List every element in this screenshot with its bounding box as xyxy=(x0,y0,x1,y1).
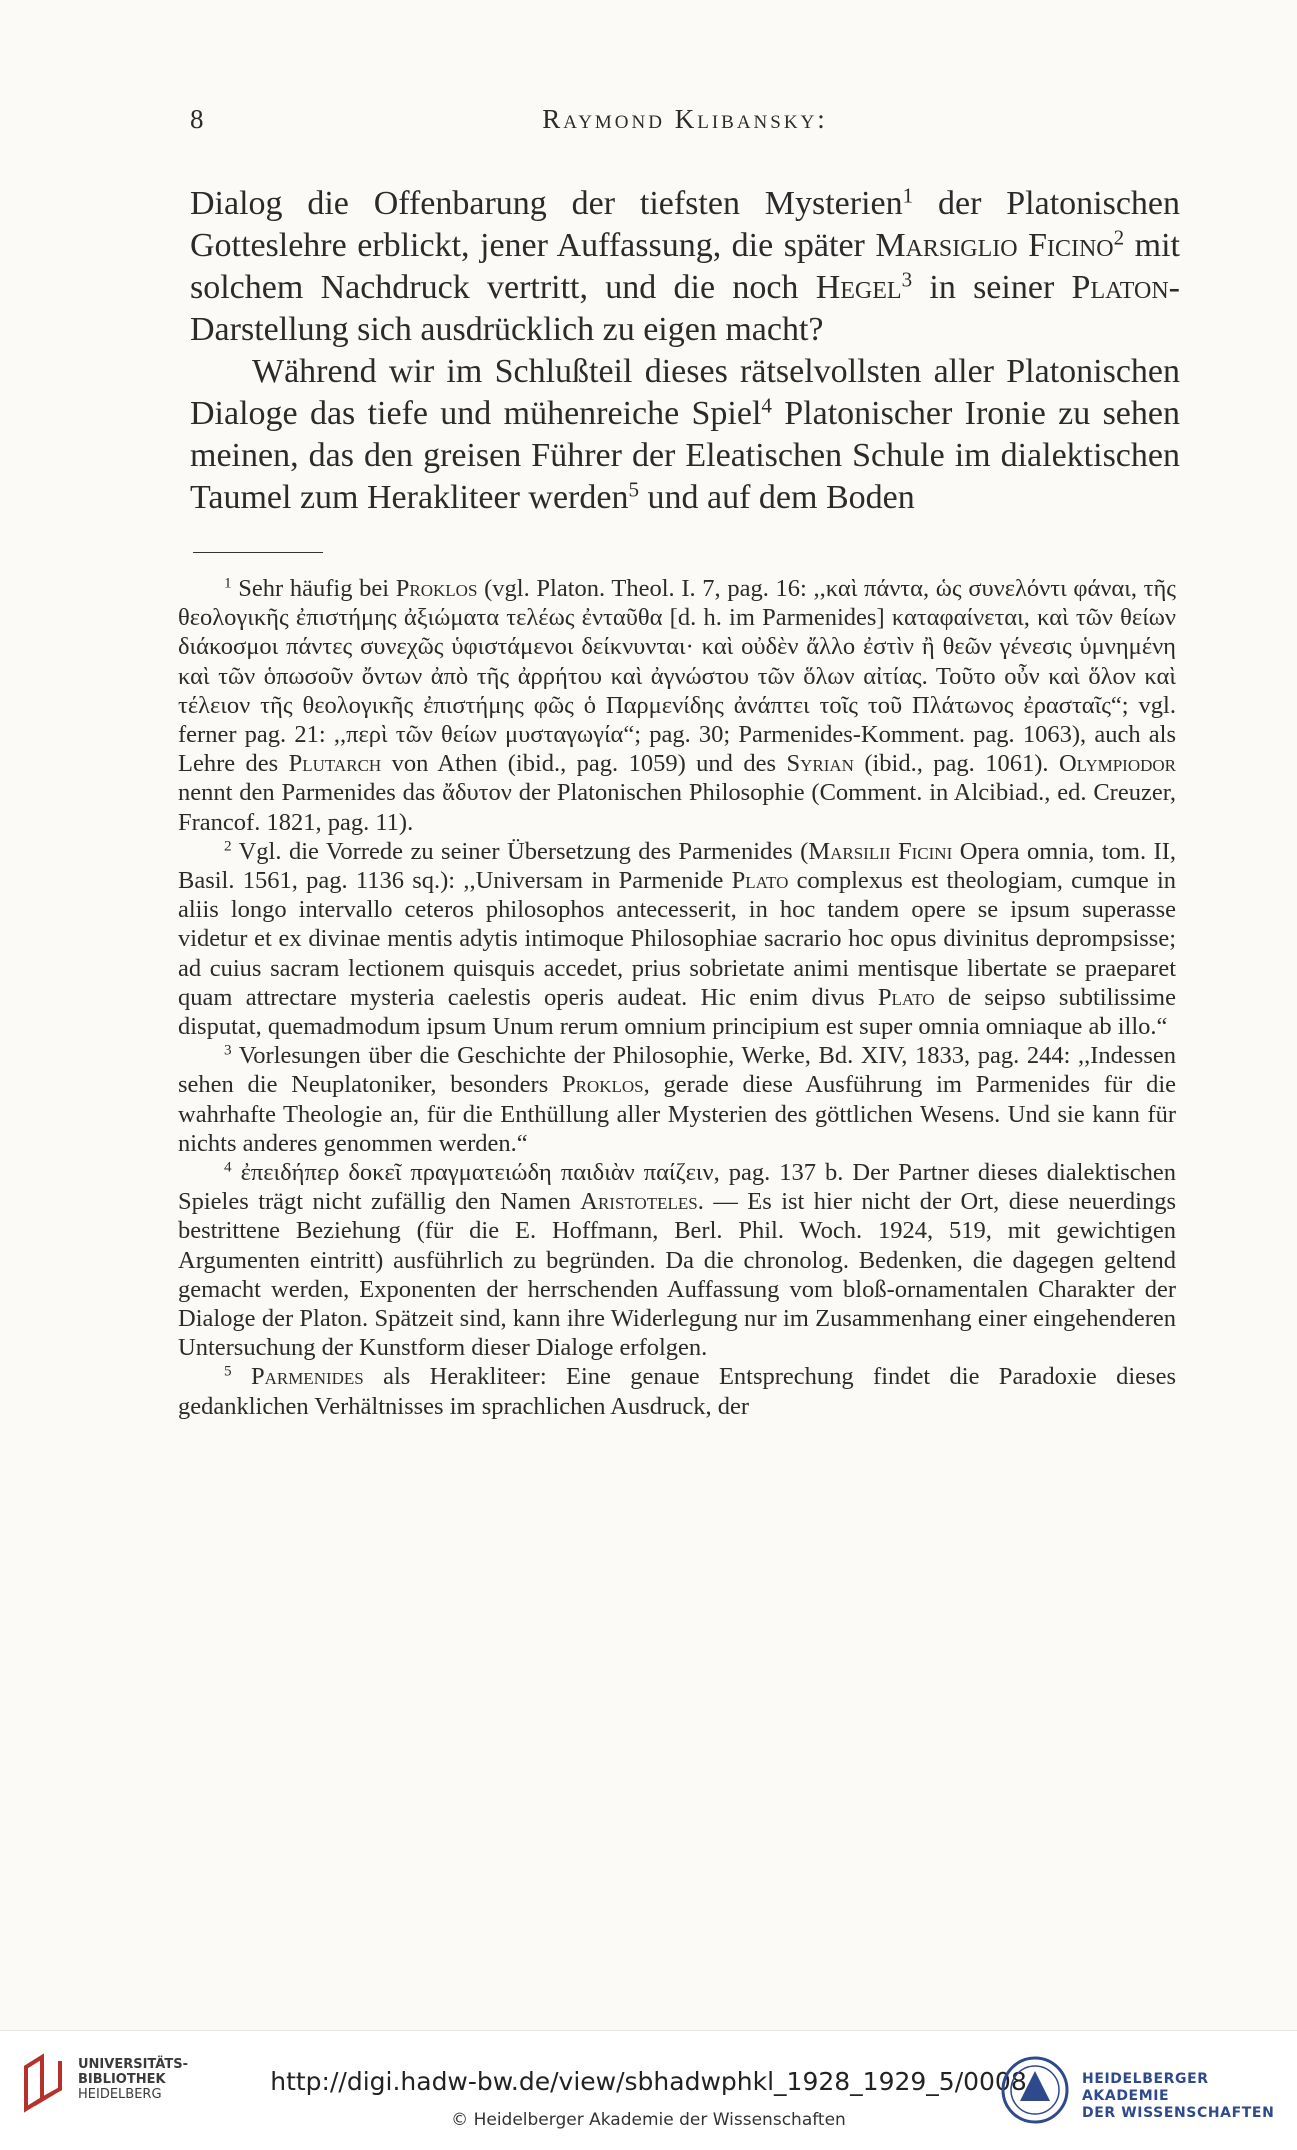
footnote-ref-4: 4 xyxy=(761,393,772,418)
footnote-ref-3: 3 xyxy=(901,267,913,292)
running-head: Raymond Klibansky: xyxy=(542,104,828,134)
body-paragraph-1: Dialog die Offenbarung der tiefsten Mysterien$^1$ der Platonischen Gotteslehre erblickt, jener Auffassung, die später Marsiglio Ficino$^2$ mit solchem Nachdruck vertritt, und die noch Hegel$^3$ in seiner Platon-Darstellung sich ausdrücklich zu eigen macht? xyxy=(190,183,1181,348)
viewer-footer xyxy=(0,2030,1297,2150)
footnote-4: $^4$ ἐπειδήπερ δοκεῖ πραγματειώδη παιδιὰν παίζειν, pag. 137 b. Der Partner dieses dialektischen Spieles trägt nicht zufällig den Namen Aristoteles. — Es ist hier nicht der Ort, diese neuerdings bestrittene Beziehung (für die E. Hoffmann, Berl. Phil. Woch. 1924, 519, mit gewichtigen Argumenten eintritt) ausführlich zu begründen. Da die chronolog. Bedenken, die dagegen geltend gemacht werden, Exponenten der herrschenden Auffassung vom bloß-ornamentalen Charakter der Dialoge der Platon. Spätzeit sind, kann ihre Widerlegung nur im Zusammenhang einer eingehenderen Untersuchung der Kunstform dieser Dialoge erfolgen. xyxy=(178,1158,1176,1362)
body-text xyxy=(190,183,1180,519)
footnote-2: $^2$ Vgl. die Vorrede zu seiner Übersetzung des Parmenides (Marsilii Ficini Opera omnia, tom. II, Basil. 1561, pag. 1136 sq.): ,,Universam in Parmenide Plato complexus est theologiam, cumque in aliis longo intervallo ceteros philosophos antecesserit, in hoc tandem opere se ipsum superasse videtur et ex divinae mentis adytis intimoque Philosophiae sacrario hoc opus divinitus deprompsisse; ad cuius sacram lectionem quisquis accedet, prius sobrietate animi mentisque libertate se praeparet quam attrectare mysteria caelestis operis audeat. Hic enim divus Plato de seipso subtilissime disputat, quemadmodum ipsum Unum rerum omnium principium est super omnia omniaque ab illo.“ xyxy=(178,837,1176,1041)
library-name: UNIVERSITÄTS- BIBLIOTHEK HEIDELBERG xyxy=(78,2057,188,2102)
page-header xyxy=(190,104,1180,144)
author-name: Marsiglio Ficino xyxy=(875,227,1114,264)
footnote-ref-5: 5 xyxy=(628,477,640,502)
footnote-ref-1: 1 xyxy=(902,183,914,208)
page-number: 8 xyxy=(190,104,204,134)
footnote-1: $^1$ Sehr häufig bei Proklos (vgl. Platon. Theol. I. 7, pag. 16: ,,καὶ πάντα, ὡς συνελόντι φάναι, τῆς θεολογικῆς ἐπιστήμης ἀξιώματα τελέως ἐνταῦθα [d. h. im Parmenides] καταφαίνεται, καὶ τῶν θείων διάκοσμοι πάντες συνεχῶς ὑφιστάμενοι δείκνυνται· καὶ οὐδὲν ἄλλο ἐστὶν ἢ θεῶν γένεσις ὑμνημένη καὶ τῶν ὁπωσοῦν ὄντων ἀπὸ τῆς ἀρρήτου καὶ ἀγνώστου τῶν ὅλων αἰτίας. Τοῦτο οὖν καὶ ὅλον καὶ τέλειον τῆς θεολογικῆς ἐπιστήμης φῶς ὁ Παρμενίδης ἀνάπτει τοῖς τοῦ Πλάτωνος ἐρασταῖς“; vgl. ferner pag. 21: ,,περὶ τῶν θείων μυσταγωγία“; pag. 30; Parmenides-Komment. pag. 1063), auch als Lehre des Plutarch von Athen (ibid., pag. 1059) und des Syrian (ibid., pag. 1061). Olympiodor nennt den Parmenides das ἄδυτον der Platonischen Philosophie (Comment. in Alcibiad., ed. Creuzer, Francof. 1821, pag. 11). xyxy=(178,574,1176,836)
footnote-divider xyxy=(193,552,323,553)
footnote-5: $^5$ Parmenides als Herakliteer: Eine genaue Entsprechung findet die Paradoxie dieses gedanklichen Verhältnisses im sprachlichen Ausdruck, der xyxy=(178,1363,1177,1420)
academy-logo[interactable] xyxy=(1000,2051,1290,2131)
footnote-ref-2: 2 xyxy=(1113,225,1125,250)
author-name: Hegel xyxy=(815,269,902,306)
body-paragraph-2: Während wir im Schlußteil dieses rätselvollsten aller Platonischen Dialoge das tiefe und mühenreiche Spiel$^4$ Platonischer Ironie zu sehen meinen, das den greisen Führer der Eleatischen Schule im dialektischen Taumel zum Herakliteer werden$^5$ und auf dem Boden xyxy=(190,353,1180,516)
permalink-url[interactable]: http://digi.hadw-bw.de/view/sbhadwphkl_1928_1929_5/0008 xyxy=(270,2067,1027,2096)
author-name: Platon xyxy=(1071,269,1169,306)
academy-seal-icon xyxy=(1000,2055,1070,2125)
footnote-3: $^3$ Vorlesungen über die Geschichte der Philosophie, Werke, Bd. XIV, 1833, pag. 244: ,,Indessen sehen die Neuplatoniker, besonders Proklos, gerade diese Ausführung im Parmenides für die wahrhafte Theologie an, für die Enthüllung aller Mysterien des göttlichen Wesens. Und sie kann für nichts anderes genommen werden.“ xyxy=(178,1041,1177,1157)
academy-name: HEIDELBERGER AKADEMIE DER WISSENSCHAFTEN xyxy=(1082,2071,1275,2121)
copyright-notice: © Heidelberger Akademie der Wissenschaften xyxy=(451,2110,846,2130)
footnotes xyxy=(178,574,1176,1421)
